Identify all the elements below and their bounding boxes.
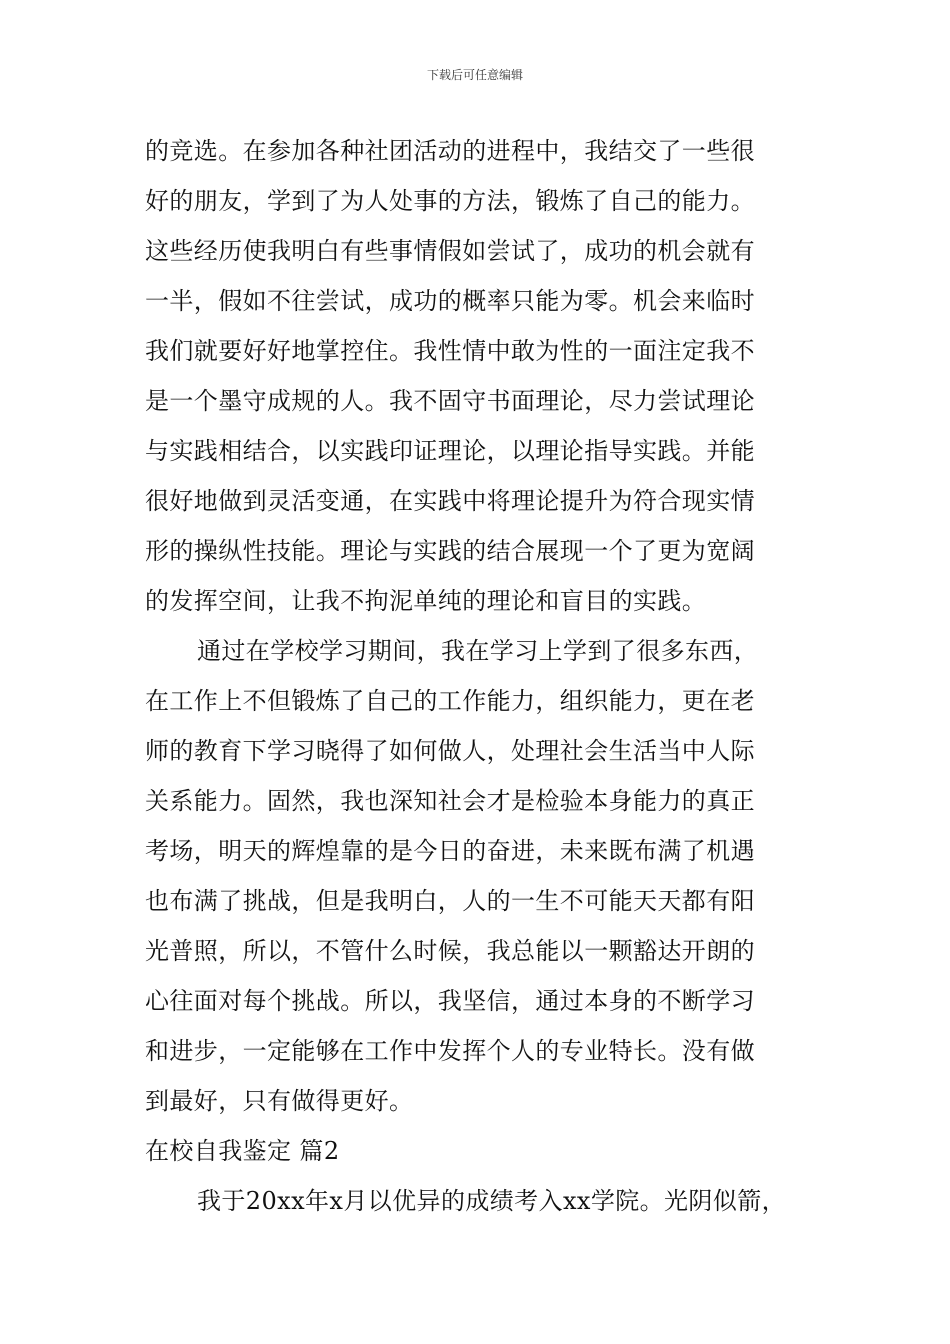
paragraph-line: 考场，明天的辉煌靠的是今日的奋进，未来既布满了机遇 xyxy=(145,837,755,865)
paragraph-line: 的竞选。在参加各种社团活动的进程中，我结交了一些很 xyxy=(145,137,755,165)
paragraph-line: 我们就要好好地掌控住。我性情中敢为性的一面注定我不 xyxy=(145,337,755,365)
paragraph-line: 形的操纵性技能。理论与实践的结合展现一个了更为宽阔 xyxy=(145,537,755,565)
paragraph-line: 很好地做到灵活变通，在实践中将理论提升为符合现实情 xyxy=(145,487,755,515)
paragraph-line: 心往面对每个挑战。所以，我坚信，通过本身的不断学习 xyxy=(145,987,755,1015)
paragraph-line: 一半，假如不往尝试，成功的概率只能为零。机会来临时 xyxy=(145,287,755,315)
paragraph-line: 与实践相结合，以实践印证理论，以理论指导实践。并能 xyxy=(145,437,755,465)
paragraph-line: 通过在学校学习期间，我在学习上学到了很多东西， xyxy=(197,637,759,665)
paragraph-line: 和进步，一定能够在工作中发挥个人的专业特长。没有做 xyxy=(145,1037,755,1065)
paragraph-line: 到最好，只有做得更好。 xyxy=(145,1087,414,1115)
page-header: 下载后可任意编辑 xyxy=(426,68,523,82)
paragraph-line: 在工作上不但锻炼了自己的工作能力，组织能力，更在老 xyxy=(145,687,755,715)
section-heading: 在校自我鉴定 篇2 xyxy=(145,1137,340,1165)
paragraph-line: 师的教育下学习晓得了如何做人，处理社会生活当中人际 xyxy=(145,737,755,765)
paragraph-line: 也布满了挑战，但是我明白，人的一生不可能天天都有阳 xyxy=(145,887,755,915)
paragraph-line: 关系能力。固然，我也深知社会才是检验本身能力的真正 xyxy=(145,787,755,815)
paragraph-line: 的发挥空间，让我不拘泥单纯的理论和盲目的实践。 xyxy=(145,587,707,615)
paragraph-line: 我于20xx年x月以优异的成绩考入xx学院。光阴似箭， xyxy=(197,1187,787,1215)
document-body xyxy=(145,126,835,1226)
paragraph-line: 是一个墨守成规的人。我不固守书面理论，尽力尝试理论 xyxy=(145,387,755,415)
paragraph-line: 这些经历使我明白有些事情假如尝试了，成功的机会就有 xyxy=(145,237,755,265)
paragraph-line: 好的朋友，学到了为人处事的方法，锻炼了自己的能力。 xyxy=(145,187,755,215)
paragraph-line: 光普照，所以，不管什么时候，我总能以一颗豁达开朗的 xyxy=(145,937,755,965)
